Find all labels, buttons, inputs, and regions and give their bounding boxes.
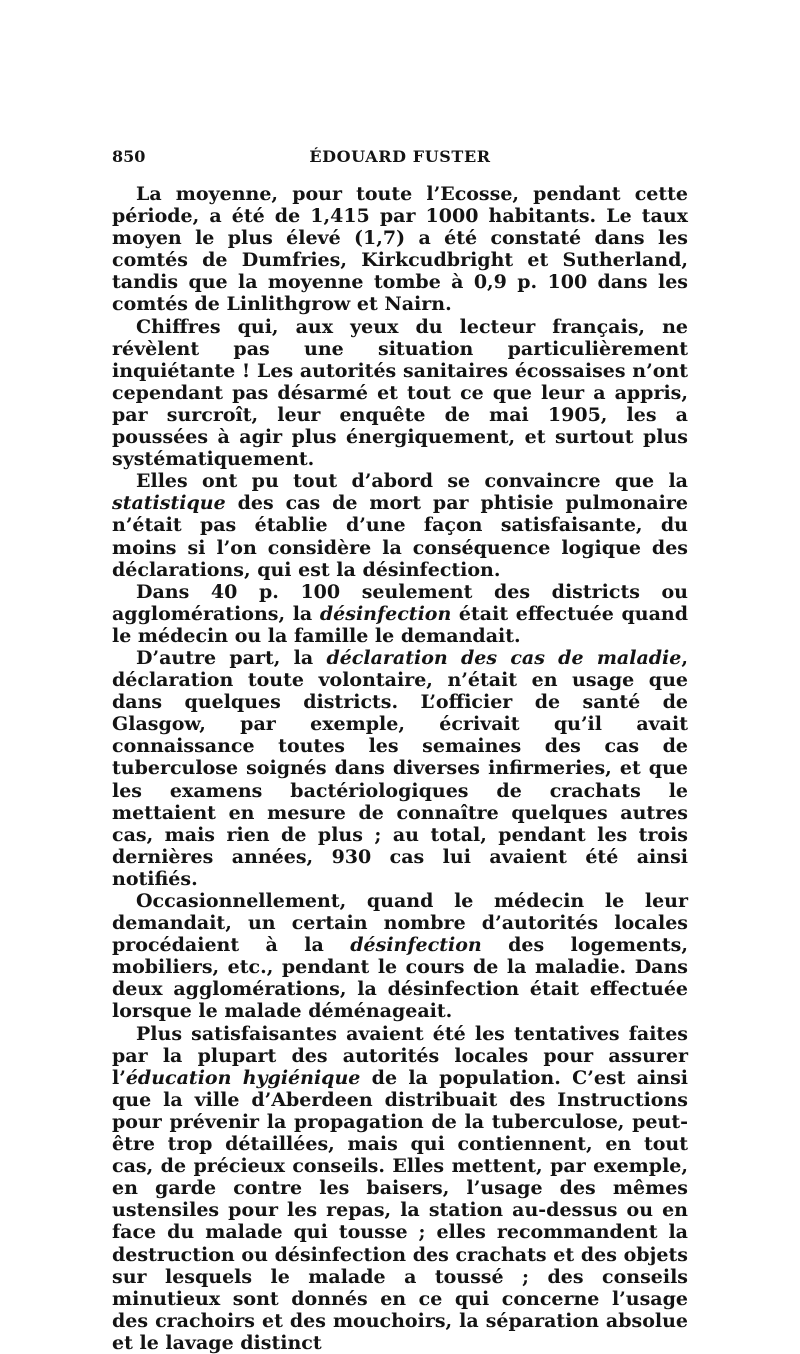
italic-term: déclaration des cas de maladie: [326, 646, 682, 669]
paragraph: [112, 890, 688, 1023]
paragraph-text: Plus satisfaisantes avaient été les tentatives faites par la plupart des autorités locales pour assurer l’: [112, 1022, 688, 1089]
paragraph: [112, 316, 688, 471]
text-body: [112, 183, 688, 1354]
paragraph: [112, 1023, 688, 1354]
paragraph: [112, 581, 688, 647]
running-title: ÉDOUARD FUSTER: [309, 147, 491, 166]
paragraph: [112, 647, 688, 890]
running-head: [112, 145, 688, 169]
paragraph-text: Elles ont pu tout d’abord se convaincre que la: [136, 470, 688, 493]
paragraph-text: , déclaration toute volontaire, n’était en usage que dans quelques districts. L’officier de santé de Glasgow, par exemple, écrivait qu’il avait connaissance toutes les semaines des cas de tuberculose soignés dans diverses infirmeries, et que les examens bactériologiques de crachats le mettaient en mesure de connaître quelques autres cas, mais rien de plus ; au total, pendant les trois dernières années, 930 cas lui avaient été ainsi notifiés.: [112, 646, 688, 890]
italic-term: éducation hygiénique: [125, 1066, 361, 1089]
paragraph: [112, 183, 688, 316]
paragraph-text: Occasionnellement, quand le médecin le leur demandait, un certain nombre d’autorités locales procédaient à la: [112, 890, 688, 957]
paragraph-text: D’autre part, la: [136, 646, 327, 669]
page-number: 850: [112, 147, 146, 166]
paragraph-text: des cas de mort par phtisie pulmonaire n’était pas établie d’une façon satisfaisante, du moins si l’on considère la conséquence logique des déclarations, qui est la désinfection.: [112, 492, 688, 581]
paragraph-text: était effectuée quand le médecin ou la famille le demandait.: [112, 602, 688, 647]
italic-term: désinfection: [350, 934, 482, 957]
paragraph-text: Dans 40 p. 100 seulement des districts ou agglomérations, la: [112, 580, 688, 625]
paragraph: [112, 470, 688, 580]
paragraph-text: des logements, mobiliers, etc., pendant le cours de la maladie. Dans deux agglomérations, la désinfection était effectuée lorsque le malade déménageait.: [112, 934, 688, 1023]
italic-term: statistique: [112, 492, 226, 515]
italic-term: désinfection: [319, 602, 452, 625]
paragraph-text: de la population. C’est ainsi que la ville d’Aberdeen distribuait des Instructions pour prévenir la propagation de la tuberculose, peut-être trop détaillées, mais qui contiennent, en tout cas, de précieux conseils. Elles mettent, par exemple, en garde contre les baisers, l’usage des mêmes ustensiles pour les repas, la station au-dessus ou en face du malade qui tousse ; elles recommandent la destruction ou désinfection des crachats et des objets sur lesquels le malade a toussé ; des conseils minutieux sont donnés en ce qui concerne l’usage des crachoirs et des mouchoirs, la séparation absolue et le lavage distinct: [112, 1066, 688, 1354]
paragraph-text: La moyenne, pour toute l’Ecosse, pendant cette période, a été de 1,415 par 1000 habitants. Le taux moyen le plus élevé (1,7) a été constaté dans les comtés de Dumfries, Kirkcudbright et Sutherland, tandis que la moyenne tombe à 0,9 p. 100 dans les comtés de Linlithgrow et Nairn.: [112, 183, 688, 316]
paragraph-text: Chiffres qui, aux yeux du lecteur français, ne révèlent pas une situation particulièrement inquiétante ! Les autorités sanitaires écossaises n’ont cependant pas désarmé et tout ce que leur a appris, par surcroît, leur enquête de mai 1905, les a poussées à agir plus énergiquement, et surtout plus systématiquement.: [112, 315, 688, 471]
